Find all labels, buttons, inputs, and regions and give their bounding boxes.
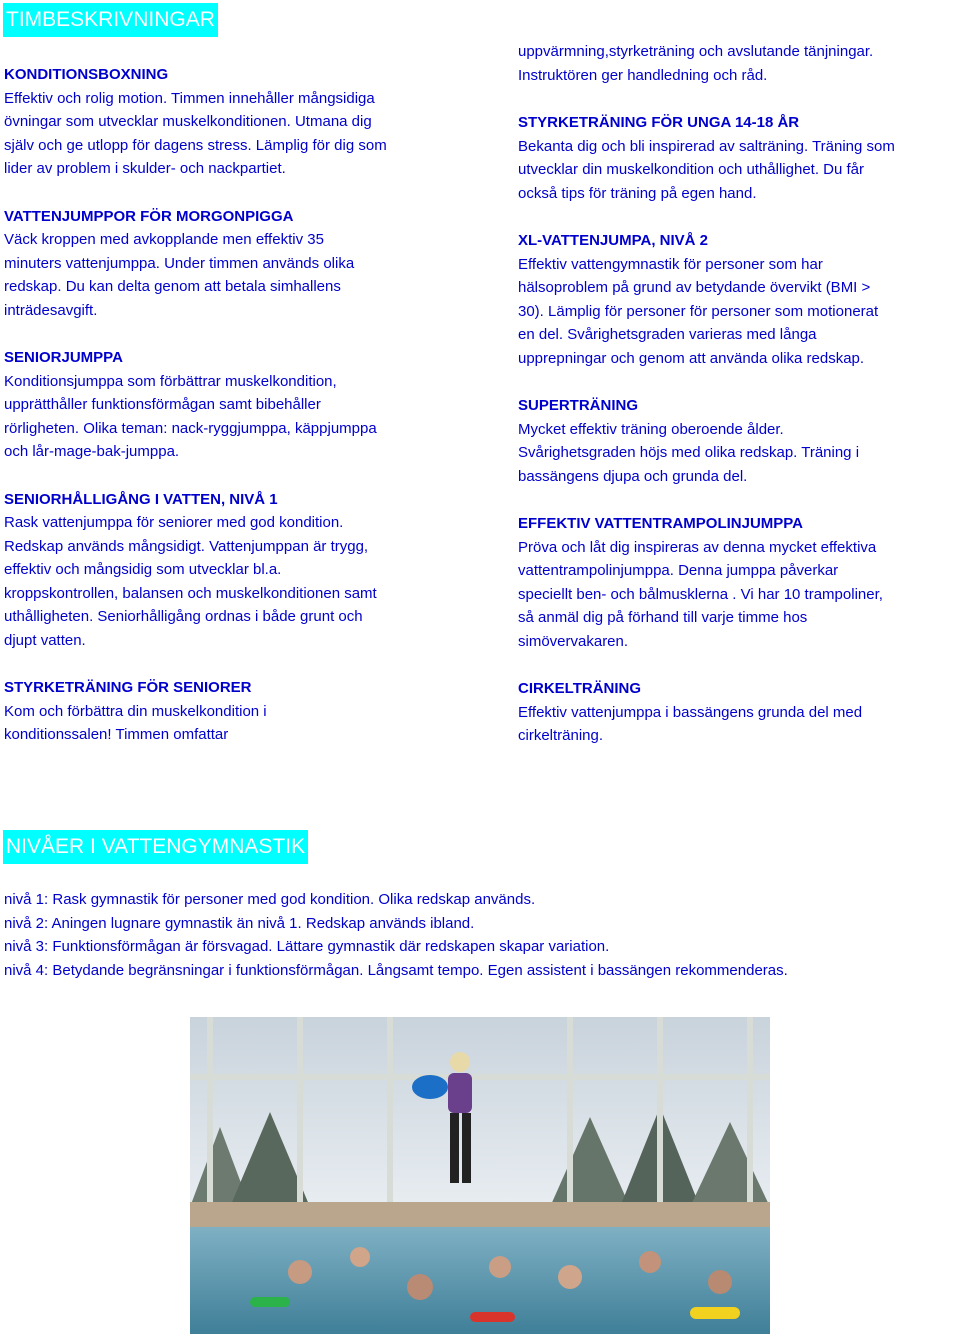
section-heading: EFFEKTIV VATTENTRAMPOLINJUMPPA: [518, 515, 803, 532]
section-text-line: en del. Svårighetsgraden varieras med långa: [518, 326, 817, 343]
section-text-line: också tips för träning på egen hand.: [518, 184, 757, 202]
section-text-line: Kom och förbättra din muskelkondition i: [4, 702, 267, 720]
section-text-line: Effektiv vattengymnastik för personer som har: [518, 255, 823, 273]
section-text-line: själv och ge utlopp för dagens stress. Lämplig för dig som: [4, 136, 387, 154]
section-text-line: kroppskontrollen, balansen och muskelkonditionen samt: [4, 584, 377, 602]
section-text-line: bassängens djupa och grunda del.: [518, 467, 748, 485]
section-text-line: Konditionsjumppa som förbättrar muskelkondition,: [4, 372, 337, 390]
section-text-line: rörligheten. Olika teman: nack-ryggjumppa, käppjumppa: [4, 419, 377, 437]
description-section: [4, 346, 464, 464]
section-text-line: inträdesavgift.: [4, 301, 98, 319]
level-item: nivå 1: Rask gymnastik för personer med god kondition. Olika redskap används.: [4, 891, 536, 908]
description-section: [518, 40, 960, 87]
section-heading: VATTENJUMPPOR FÖR MORGONPIGGA: [4, 207, 294, 225]
section-heading: KONDITIONSBOXNING: [4, 66, 169, 83]
description-section: [4, 205, 464, 323]
description-section: [518, 394, 960, 488]
section-text-line: hälsoproblem på grund av betydande övervikt (BMI >: [518, 279, 871, 296]
section-text-line: konditionssalen! Timmen omfattar: [4, 726, 229, 743]
section-text-line: Mycket effektiv träning oberoende ålder.: [518, 420, 784, 438]
section-text-line: lider av problem i skulder- och nackpartiet.: [4, 160, 286, 177]
section-text-line: upprepningar och genom att använda olika redskap.: [518, 349, 865, 367]
aqua-aerobics-photo: [190, 1017, 770, 1334]
section-text-line: upprätthåller funktionsförmågan samt bibehåller: [4, 396, 321, 413]
section-text-line: Pröva och låt dig inspireras av denna mycket effektiva: [518, 538, 877, 556]
section-text-line: cirkelträning.: [518, 727, 604, 744]
section-text-line: Väck kroppen med avkopplande men effektiv 35: [4, 231, 324, 248]
section-heading: STYRKETRÄNING FÖR UNGA 14-18 ÅR: [518, 114, 800, 131]
section-heading: XL-VATTENJUMPA, NIVÅ 2: [518, 232, 709, 249]
section-text-line: redskap. Du kan delta genom att betala simhallens: [4, 278, 341, 295]
description-section: [518, 677, 960, 748]
section-heading: SENIORJUMPPA: [4, 349, 123, 366]
description-section: [4, 676, 464, 747]
section-text-line: Effektiv vattenjumppa i bassängens grunda del med: [518, 703, 863, 721]
section-text-line: djupt vatten.: [4, 631, 86, 649]
section-text-line: Redskap används mångsidigt. Vattenjumppan är trygg,: [4, 537, 369, 555]
section-heading: CIRKELTRÄNING: [518, 680, 642, 697]
left-column: [4, 63, 464, 771]
section-text-line: så anmäl dig på förhand till varje timme hos: [518, 609, 808, 626]
section-text-line: och lår-mage-bak-jumppa.: [4, 443, 180, 460]
section-text-line: minuters vattenjumppa. Under timmen används olika: [4, 254, 355, 272]
description-section: [518, 111, 960, 205]
description-section: [4, 488, 464, 653]
page-banner-title: TIMBESKRIVNINGAR: [3, 3, 218, 37]
section-text-line: Rask vattenjumppa för seniorer med god kondition.: [4, 514, 344, 531]
section-text-line: simövervakaren.: [518, 632, 629, 650]
section-text-line: vattentrampolinjumppa. Denna jumppa påverkar: [518, 562, 839, 579]
description-section: [518, 229, 960, 370]
section-text-line: Svårighetsgraden höjs med olika redskap. Träning i: [518, 444, 860, 461]
section-text-line: Bekanta dig och bli inspirerad av salträning. Träning som: [518, 137, 895, 155]
levels-banner-title: NIVÅER I VATTENGYMNASTIK: [3, 830, 308, 864]
section-text-line: 30). Lämplig för personer för personer som motionerat: [518, 302, 879, 320]
section-text-line: Effektiv och rolig motion. Timmen innehåller mångsidiga: [4, 89, 375, 107]
level-item: nivå 2: Aningen lugnare gymnastik än nivå 1. Redskap används ibland.: [4, 914, 475, 932]
section-text-line: Instruktören ger handledning och råd.: [518, 66, 768, 84]
right-column: [518, 40, 960, 772]
levels-list: [4, 888, 954, 982]
description-section: [518, 512, 960, 653]
section-text-line: utvecklar din muskelkondition och uthållighet. Du får: [518, 161, 865, 178]
section-text-line: övningar som utvecklar muskelkonditionen. Utmana dig: [4, 113, 372, 130]
description-section: [4, 63, 464, 181]
section-heading: SENIORHÅLLIGÅNG I VATTEN, NIVÅ 1: [4, 490, 278, 508]
section-text-line: effektiv och mångsidig som utvecklar bl.a.: [4, 561, 282, 578]
section-text-line: speciellt ben- och bålmusklerna . Vi har 10 trampoliner,: [518, 585, 883, 603]
section-heading: SUPERTRÄNING: [518, 397, 639, 414]
section-heading: STYRKETRÄNING FÖR SENIORER: [4, 679, 252, 696]
section-text-line: uthålligheten. Seniorhålligång ordnas i både grunt och: [4, 608, 363, 625]
section-text-line: uppvärmning,styrketräning och avslutande tänjningar.: [518, 43, 874, 60]
level-item: nivå 3: Funktionsförmågan är försvagad. Lättare gymnastik där redskapen skapar variation.: [4, 938, 610, 955]
level-item: nivå 4: Betydande begränsningar i funktionsförmågan. Långsamt tempo. Egen assistent i bassängen rekommenderas.: [4, 961, 788, 979]
